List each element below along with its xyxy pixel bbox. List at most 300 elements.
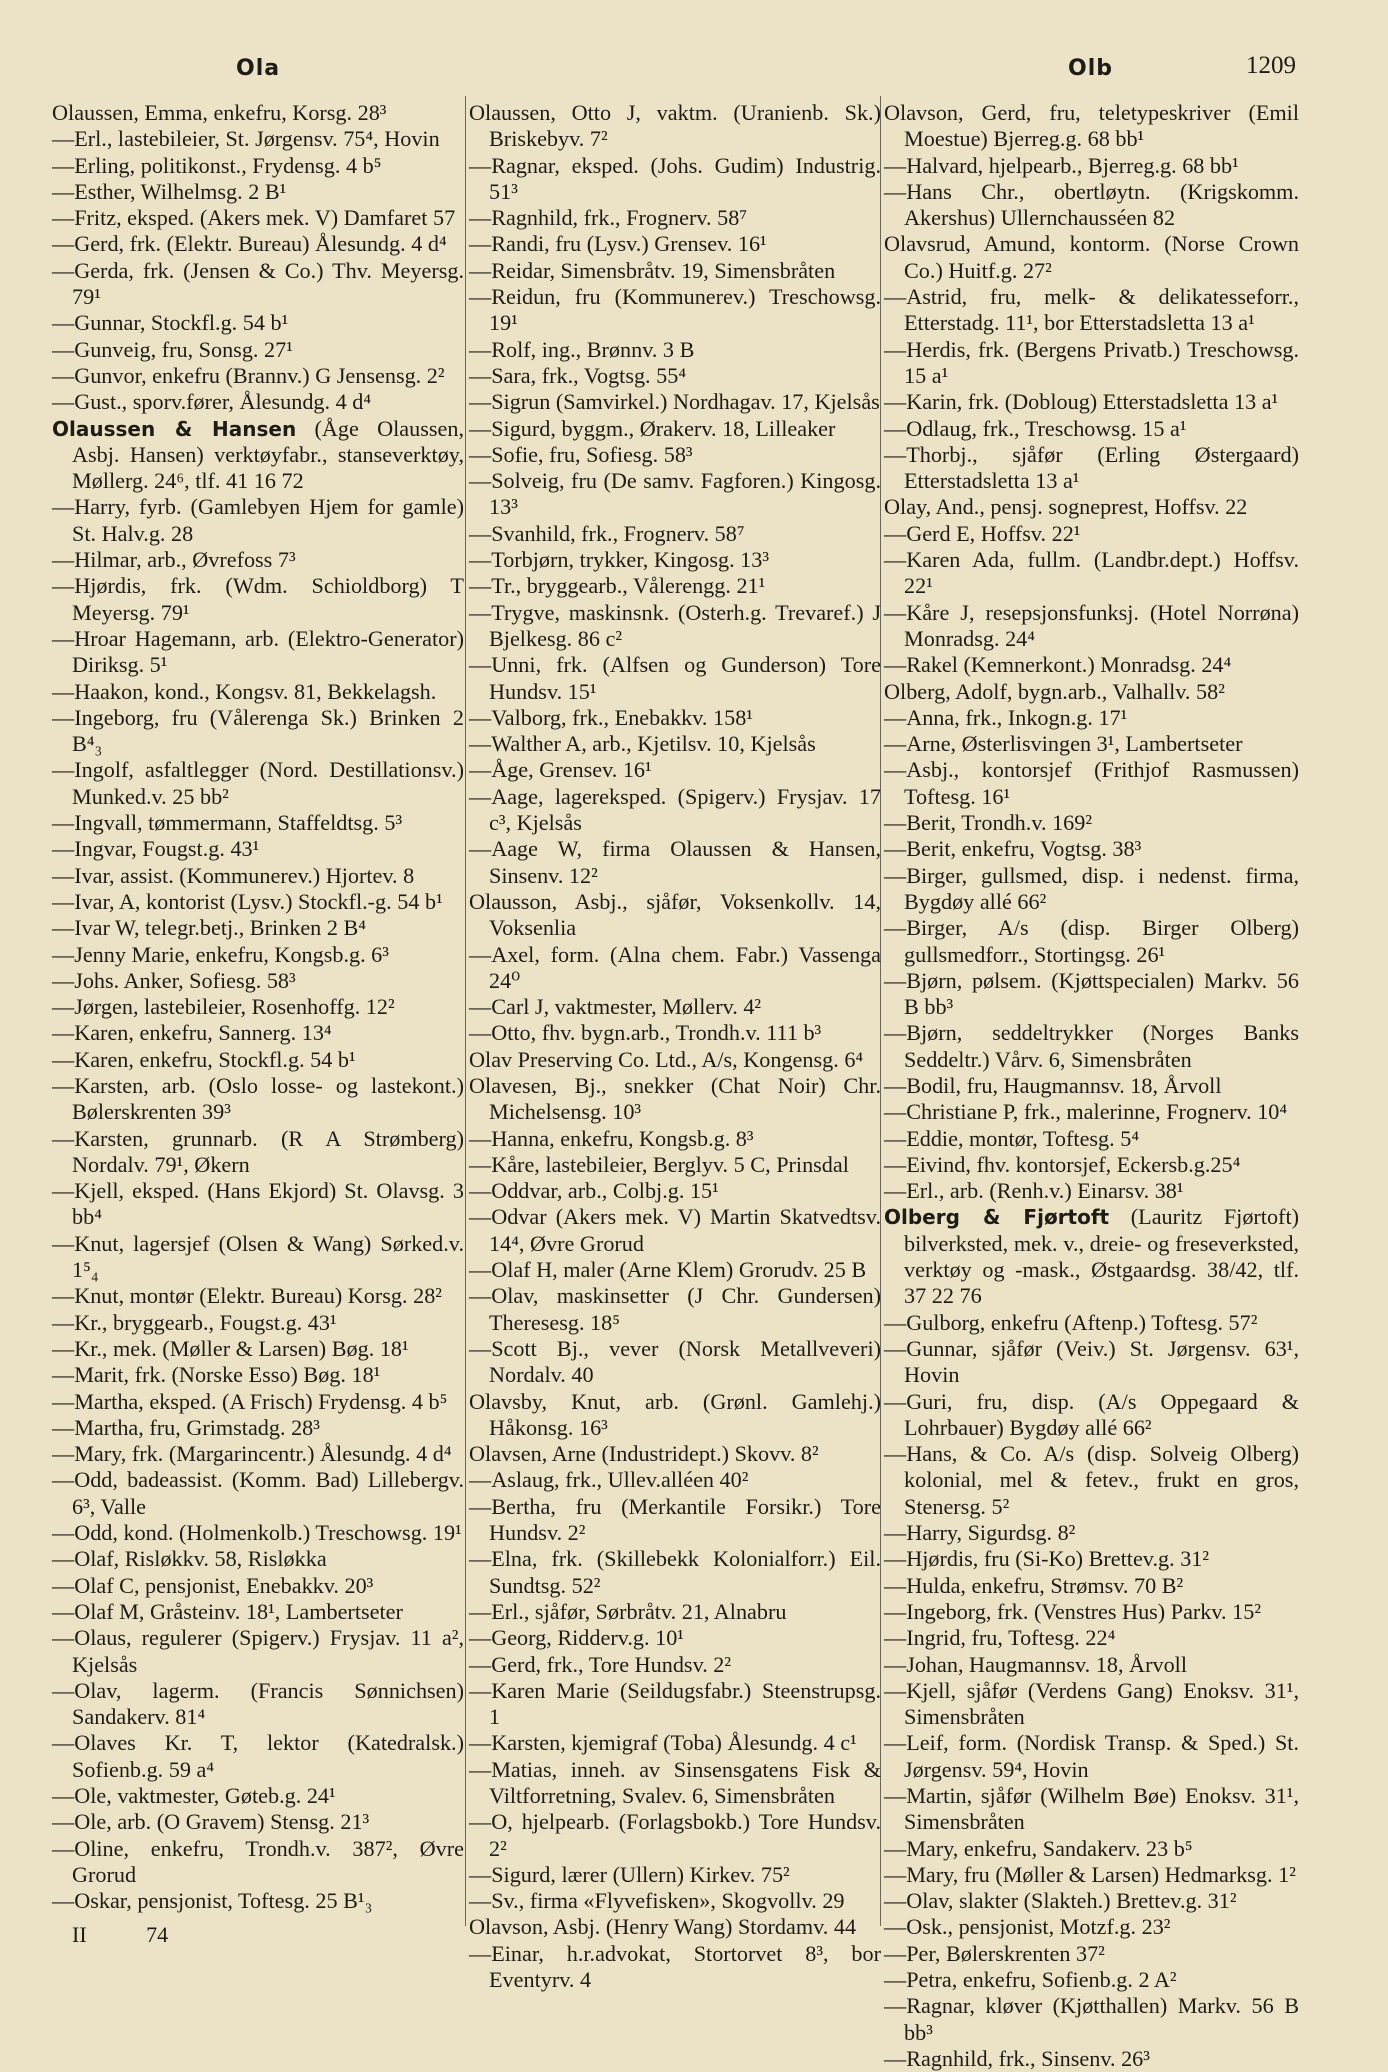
- entry-text: —Thorbj., sjåfør (Erling Østergaard) Etterstadsletta 13 a¹: [884, 441, 1299, 494]
- directory-entry: [52, 1020, 464, 1046]
- directory-entry: [52, 1467, 464, 1520]
- directory-entry: [884, 679, 1299, 705]
- directory-entry: [469, 1625, 881, 1651]
- directory-entry: [469, 889, 881, 942]
- entry-text: —Bertha, fru (Merkantile Forsikr.) Tore Hundsv. 2²: [469, 1493, 881, 1546]
- directory-entry: [469, 1126, 881, 1152]
- entry-text: —Gunnar, sjåfør (Veiv.) St. Jørgensv. 63¹, Hovin: [884, 1335, 1299, 1388]
- entry-text: —Olav, lagerm. (Francis Sønnichsen) Sandakerv. 81⁴: [52, 1677, 464, 1730]
- entry-text: —Axel, form. (Alna chem. Fabr.) Vassenga 24⁰: [469, 941, 881, 993]
- entry-text: —Olav, maskinsetter (J Chr. Gundersen) Theresesg. 18⁵: [469, 1283, 881, 1335]
- directory-entry: [469, 1888, 881, 1914]
- entry-text: —Olaf M, Gråsteinv. 18¹, Lambertseter: [52, 1598, 403, 1624]
- directory-entry: [52, 258, 464, 311]
- directory-entry: [52, 1625, 464, 1678]
- entry-text: —Harry, fyrb. (Gamlebyen Hjem for gamle) St. Halv.g. 28: [52, 494, 464, 546]
- directory-entry: [469, 1336, 881, 1389]
- entry-text: —Ole, vaktmester, Gøteb.g. 24¹: [52, 1783, 336, 1808]
- entry-text: —Eddie, montør, Toftesg. 5⁴: [884, 1125, 1140, 1151]
- directory-entry: [52, 337, 464, 363]
- directory-entry: [469, 652, 881, 705]
- entry-text: —Berit, Trondh.v. 169²: [884, 810, 1093, 836]
- directory-entry: [52, 810, 464, 836]
- entry-text: —Christiane P, frk., malerinne, Frognerv. 10⁴: [884, 1099, 1288, 1125]
- entry-text: —Osk., pensjonist, Motzf.g. 23²: [884, 1914, 1171, 1940]
- directory-entry: [52, 205, 464, 231]
- entry-text: —Ragnhild, frk., Sinsenv. 26³: [884, 2045, 1150, 2071]
- entry-text: —Reidar, Simensbråtv. 19, Simensbråten: [469, 257, 836, 283]
- directory-entry: [884, 1099, 1299, 1125]
- entry-text: —Ivar, assist. (Kommunerev.) Hjortev. 8: [52, 862, 415, 888]
- directory-entry: [884, 1836, 1299, 1862]
- entry-text: —Ragnar, eksped. (Johs. Gudim) Industrig. 51³: [469, 152, 881, 204]
- entry-text: —Ivar, A, kontorist (Lysv.) Stockfl.-g. 54 b¹: [52, 888, 443, 914]
- entry-text: —Sara, frk., Vogtsg. 55⁴: [469, 362, 687, 388]
- entry-text: —Hulda, enkefru, Strømsv. 70 B²: [884, 1572, 1184, 1598]
- entry-text: —Ingrid, fru, Toftesg. 22⁴: [884, 1625, 1116, 1651]
- entry-text: —Haakon, kond., Kongsv. 81, Bekkelagsh.: [52, 678, 437, 704]
- entry-text: —Johs. Anker, Sofiesg. 58³: [52, 967, 296, 993]
- directory-entry: [469, 757, 881, 783]
- directory-entry: [469, 1652, 881, 1678]
- entry-text: —Karen, enkefru, Sannerg. 13⁴: [52, 1020, 332, 1046]
- entry-text: —Elna, frk. (Skillebekk Kolonialforr.) Eil. Sundtsg. 52²: [469, 1546, 881, 1598]
- directory-entry: [469, 1178, 881, 1204]
- entry-text: —Bjørn, pølsem. (Kjøttspecialen) Markv. 56 B bb³: [884, 967, 1299, 1020]
- directory-entry: [469, 153, 881, 206]
- directory-entry: [469, 416, 881, 442]
- entry-text: —Karen Ada, fullm. (Landbr.dept.) Hoffsv. 22¹: [884, 547, 1299, 599]
- directory-entry: [884, 652, 1299, 678]
- directory-entry: [884, 1941, 1299, 1967]
- directory-entry: [469, 1283, 881, 1336]
- page-number: 1209: [1246, 52, 1296, 79]
- directory-entry: [52, 626, 464, 679]
- entry-text: —Carl J, vaktmester, Møllerv. 4²: [469, 994, 762, 1020]
- entry-text: —Ivar W, telegr.betj., Brinken 2 B⁴: [52, 915, 366, 941]
- entry-text: —Fritz, eksped. (Akers mek. V) Damfaret 57: [52, 205, 456, 231]
- directory-entry: [52, 1836, 464, 1889]
- directory-entry: [52, 1362, 464, 1388]
- entry-text: —Hjørdis, frk. (Wdm. Schioldborg) T Meyersg. 79¹: [52, 573, 464, 625]
- directory-entry: [884, 1599, 1299, 1625]
- directory-entry: [469, 1020, 881, 1046]
- directory-entry: [884, 547, 1299, 600]
- directory-entry: [884, 1152, 1299, 1178]
- entry-text: —Otto, fhv. bygn.arb., Trondh.v. 111 b³: [469, 1020, 822, 1046]
- entry-text: —Karen, enkefru, Stockfl.g. 54 b¹: [52, 1046, 356, 1072]
- directory-entry: [469, 100, 881, 153]
- entry-text: —Olaves Kr. T, lektor (Katedralsk.) Sofienb.g. 59 a⁴: [52, 1730, 464, 1782]
- directory-entry: [52, 389, 464, 415]
- directory-entry: [469, 468, 881, 521]
- entry-text: —Ingeborg, fru (Vålerenga Sk.) Brinken 2 B⁴₃: [52, 704, 464, 757]
- entry-text: —Gunvor, enkefru (Brannv.) G Jensensg. 2²: [52, 362, 445, 388]
- directory-entry: [884, 1520, 1299, 1546]
- entry-text: —Esther, Wilhelmsg. 2 B¹: [52, 178, 287, 204]
- directory-entry: [884, 442, 1299, 495]
- entry-text: —Odd, kond. (Holmenkolb.) Treschowsg. 19¹: [52, 1520, 462, 1546]
- directory-entry: [52, 547, 464, 573]
- directory-entry: [469, 205, 881, 231]
- directory-entry: [884, 757, 1299, 810]
- entry-text: —Marit, frk. (Norske Esso) Bøg. 18¹: [52, 1362, 381, 1388]
- entry-text: —Oline, enkefru, Trondh.v. 387², Øvre Grorud: [52, 1835, 464, 1887]
- entry-text: —Hroar Hagemann, arb. (Elektro-Generator) Diriksg. 5¹: [52, 625, 464, 678]
- entry-text: —Reidun, fru (Kommunerev.) Treschowsg. 19¹: [469, 284, 881, 336]
- directory-entry: [884, 494, 1299, 520]
- directory-entry: [52, 994, 464, 1020]
- directory-entry: [52, 1415, 464, 1441]
- entry-text: Olavesen, Bj., snekker (Chat Noir) Chr. Michelsensg. 10³: [469, 1072, 881, 1125]
- directory-entry: [469, 1809, 881, 1862]
- directory-entry: [52, 1520, 464, 1546]
- entry-text: —Valborg, frk., Enebakkv. 158¹: [469, 704, 753, 730]
- directory-entry: [884, 1441, 1299, 1520]
- entry-text: —Halvard, hjelpearb., Bjerreg.g. 68 bb¹: [884, 152, 1239, 178]
- directory-entry: [469, 1757, 881, 1810]
- entry-text: (Lauritz Fjørtoft) bilverksted, mek. v., dreie- og freseverksted, verktøy og -mask., Østgaardsg. 38/42, tlf. 37 22 76: [904, 1204, 1300, 1309]
- directory-entry: [469, 1599, 881, 1625]
- directory-entry: [884, 416, 1299, 442]
- entry-text: —Oskar, pensjonist, Toftesg. 25 B¹₃: [52, 1888, 373, 1914]
- entry-text: —Gunveig, fru, Sonsg. 27¹: [52, 336, 293, 362]
- directory-entry: [884, 1546, 1299, 1572]
- entry-text: —Olaf, Risløkkv. 58, Risløkka: [52, 1546, 327, 1572]
- directory-entry: [884, 600, 1299, 653]
- directory-entry: [884, 1204, 1299, 1309]
- directory-entry: [469, 942, 881, 995]
- directory-entry: [469, 547, 881, 573]
- entry-text: Olaussen, Emma, enkefru, Korsg. 28³: [52, 100, 387, 125]
- directory-entry: [469, 994, 881, 1020]
- directory-entry: [52, 1888, 464, 1914]
- entry-text: —Leif, form. (Nordisk Transp. & Sped.) St. Jørgensv. 59⁴, Hovin: [884, 1730, 1299, 1782]
- entry-text: —Gerda, frk. (Jensen & Co.) Thv. Meyersg. 79¹: [52, 257, 464, 310]
- entry-text: —Gerd, frk., Tore Hundsv. 2²: [469, 1651, 732, 1677]
- entry-text: —Per, Bølerskrenten 37²: [884, 1940, 1105, 1966]
- entry-text: —Erl., sjåfør, Sørbråtv. 21, Alnabru: [469, 1598, 787, 1624]
- entry-text: Olausson, Asbj., sjåfør, Voksenkollv. 14, Voksenlia: [469, 888, 881, 941]
- entry-text: —Gulborg, enkefru (Aftenp.) Toftesg. 57²: [884, 1309, 1258, 1335]
- directory-entry: [884, 1888, 1299, 1914]
- directory-entry: [52, 1047, 464, 1073]
- directory-entry: [884, 1652, 1299, 1678]
- directory-entry: [884, 1625, 1299, 1651]
- entry-text: —Hans, & Co. A/s (disp. Solveig Olberg) kolonial, mel & fetev., frukt en gros, Stenersg. 5²: [884, 1441, 1299, 1519]
- entry-text: —Karin, frk. (Dobloug) Etterstadsletta 13 a¹: [884, 389, 1279, 415]
- entry-text: Olberg, Adolf, bygn.arb., Valhallv. 58²: [884, 678, 1225, 704]
- directory-entry: [52, 968, 464, 994]
- entry-text: Olav Preserving Co. Ltd., A/s, Kongensg. 6⁴: [469, 1046, 864, 1072]
- column-1: [52, 100, 464, 1914]
- directory-entry: [52, 573, 464, 626]
- directory-entry: [52, 942, 464, 968]
- entry-text: Olavson, Gerd, fru, teletypeskriver (Emil Moestue) Bjerreg.g. 68 bb¹: [884, 100, 1299, 152]
- directory-entry: [52, 863, 464, 889]
- directory-entry: [52, 231, 464, 257]
- directory-entry: [469, 1389, 881, 1442]
- directory-entry: [52, 836, 464, 862]
- entry-text: —Eivind, fhv. kontorsjef, Eckersb.g.25⁴: [884, 1151, 1241, 1177]
- entry-text: Olavsby, Knut, arb. (Grønl. Gamlehj.) Håkonsg. 16³: [469, 1388, 881, 1440]
- entry-text: —Sigrun (Samvirkel.) Nordhagav. 17, Kjelsås: [469, 389, 880, 415]
- directory-entry: [884, 1389, 1299, 1442]
- entry-text: —Mary, frk. (Margarincentr.) Ålesundg. 4 d⁴: [52, 1441, 452, 1467]
- entry-text: —Karen Marie (Seildugsfabr.) Steenstrupsg. 1: [469, 1677, 881, 1730]
- entry-text: —Berit, enkefru, Vogtsg. 38³: [884, 836, 1142, 862]
- entry-text: —Walther A, arb., Kjetilsv. 10, Kjelsås: [469, 731, 816, 757]
- entry-text: —Martha, fru, Grimstadg. 28³: [52, 1414, 320, 1440]
- directory-entry: [52, 705, 464, 758]
- directory-entry: [884, 1310, 1299, 1336]
- entry-text: —Torbjørn, trykker, Kingosg. 13³: [469, 547, 770, 573]
- directory-entry: [52, 100, 464, 126]
- entry-text: —Aslaug, frk., Ullev.alléen 40²: [469, 1467, 749, 1493]
- entry-text: —Åge, Grensev. 16¹: [469, 757, 652, 783]
- directory-entry: [884, 231, 1299, 284]
- directory-entry: [469, 1204, 881, 1257]
- directory-entry: [469, 1862, 881, 1888]
- entry-text: —Anna, frk., Inkogn.g. 17¹: [884, 704, 1128, 730]
- directory-entry: [469, 1914, 881, 1940]
- directory-entry: [52, 889, 464, 915]
- column-2: [469, 100, 881, 1993]
- entry-text: —Gust., sporv.fører, Ålesundg. 4 d⁴: [52, 389, 372, 415]
- directory-entry: [52, 363, 464, 389]
- directory-entry: [469, 231, 881, 257]
- entry-text: —Karsten, kjemigraf (Toba) Ålesundg. 4 c¹: [469, 1730, 857, 1756]
- entry-text: —Arne, Østerlisvingen 3¹, Lambertseter: [884, 731, 1243, 757]
- entry-text: —Aage W, firma Olaussen & Hansen, Sinsenv. 12²: [469, 836, 881, 888]
- directory-entry: [52, 1678, 464, 1731]
- directory-entry: [884, 1336, 1299, 1389]
- directory-entry: [52, 1599, 464, 1625]
- entry-text: —Ingvar, Fougst.g. 43¹: [52, 836, 260, 862]
- entry-text: —Ingolf, asfaltlegger (Nord. Destillationsv.) Munked.v. 25 bb²: [52, 757, 464, 809]
- directory-entry: [469, 1047, 881, 1073]
- directory-entry: [469, 1441, 881, 1467]
- entry-text: Olay, And., pensj. sogneprest, Hoffsv. 22: [884, 494, 1248, 520]
- directory-entry: [469, 1546, 881, 1599]
- entry-text: —Birger, A/s (disp. Birger Olberg) gullsmedforr., Stortingsg. 26¹: [884, 915, 1299, 967]
- directory-entry: [884, 1967, 1299, 1993]
- entry-text: Olavsrud, Amund, kontorm. (Norse Crown Co.) Huitf.g. 27²: [884, 231, 1299, 283]
- sheet-number: 74: [146, 1922, 169, 1947]
- right-running-head: Olb: [1068, 56, 1113, 81]
- entry-text: —Sofie, fru, Sofiesg. 58³: [469, 441, 693, 467]
- entry-text: —Rakel (Kemnerkont.) Monradsg. 24⁴: [884, 652, 1232, 678]
- entry-text: Olaussen, Otto J, vaktm. (Uranienb. Sk.) Briskebyv. 7²: [469, 100, 881, 152]
- directory-entry: [52, 1336, 464, 1362]
- entry-text: —Astrid, fru, melk- & delikatesseforr., Etterstadg. 11¹, bor Etterstadsletta 13 a¹: [884, 284, 1299, 336]
- directory-entry: [52, 1073, 464, 1126]
- page-footer: [72, 1922, 222, 1948]
- directory-entry: [52, 915, 464, 941]
- entry-text: —Herdis, frk. (Bergens Privatb.) Treschowsg. 15 a¹: [884, 336, 1299, 388]
- entry-text: —Martha, eksped. (A Frisch) Frydensg. 4 b⁵: [52, 1388, 448, 1414]
- directory-entry: [469, 442, 881, 468]
- directory-entry: [884, 731, 1299, 757]
- directory-entry: [469, 731, 881, 757]
- entry-text: —Odd, badeassist. (Komm. Bad) Lillebergv. 6³, Valle: [52, 1467, 464, 1519]
- entry-text: —Asbj., kontorsjef (Frithjof Rasmussen) Toftesg. 16¹: [884, 757, 1299, 809]
- directory-entry: [884, 521, 1299, 547]
- entry-text: Olavsen, Arne (Industridept.) Skovv. 8²: [469, 1441, 819, 1467]
- directory-entry: [469, 521, 881, 547]
- directory-entry: [52, 1231, 464, 1284]
- directory-entry: [469, 337, 881, 363]
- entry-text: —Kåre, lastebileier, Berglyv. 5 C, Prinsdal: [469, 1151, 849, 1177]
- entry-text: —Aage, lagereksped. (Spigerv.) Frysjav. 17 c³, Kjelsås: [469, 783, 881, 836]
- directory-entry: [884, 1073, 1299, 1099]
- directory-entry: [52, 679, 464, 705]
- directory-entry: [52, 1389, 464, 1415]
- directory-entry: [52, 1573, 464, 1599]
- signature-mark: II: [72, 1922, 87, 1947]
- directory-entry: [52, 1178, 464, 1231]
- entry-text: —Solveig, fru (De samv. Fagforen.) Kingosg. 13³: [469, 468, 881, 520]
- entry-text: —Scott Bj., vever (Norsk Metallveveri) Nordalv. 40: [469, 1335, 881, 1388]
- entry-text: —Kr., mek. (Møller & Larsen) Bøg. 18¹: [52, 1335, 409, 1361]
- entry-text: —Unni, frk. (Alfsen og Gunderson) Tore Hundsv. 15¹: [469, 652, 881, 704]
- directory-entry: [884, 153, 1299, 179]
- entry-text: —Randi, fru (Lysv.) Grensev. 16¹: [469, 231, 767, 257]
- directory-entry: [884, 1993, 1299, 2046]
- entry-text: —Guri, fru, disp. (A/s Oppegaard & Lohrbauer) Bygdøy allé 66²: [884, 1388, 1299, 1440]
- directory-entry: [52, 416, 464, 495]
- directory-entry: [469, 363, 881, 389]
- firm-name: Olberg & Fjørtoft: [884, 1205, 1110, 1230]
- column-3: [884, 100, 1299, 2072]
- directory-entry: [52, 1126, 464, 1179]
- directory-entry: [884, 863, 1299, 916]
- entry-text: —Sv., firma «Flyvefisken», Skogvollv. 29: [469, 1888, 845, 1914]
- entry-text: —Knut, montør (Elektr. Bureau) Korsg. 28²: [52, 1283, 442, 1309]
- directory-entry: [52, 126, 464, 152]
- directory-entry: [52, 1310, 464, 1336]
- entry-text: —Johan, Haugmannsv. 18, Årvoll: [884, 1651, 1187, 1677]
- directory-entry: [52, 1546, 464, 1572]
- directory-entry: [884, 915, 1299, 968]
- entry-text: —Kåre J, resepsjonsfunksj. (Hotel Norrøna) Monradsg. 24⁴: [884, 599, 1299, 651]
- entry-text: —Jenny Marie, enkefru, Kongsb.g. 6³: [52, 941, 389, 967]
- directory-entry: [884, 1862, 1299, 1888]
- entry-text: —Gunnar, Stockfl.g. 54 b¹: [52, 310, 289, 336]
- directory-entry: [52, 494, 464, 547]
- directory-entry: [884, 705, 1299, 731]
- entry-text: —Georg, Ridderv.g. 10¹: [469, 1625, 684, 1651]
- directory-entry: [52, 179, 464, 205]
- directory-entry: [884, 1573, 1299, 1599]
- entry-text: —Olaf H, maler (Arne Klem) Grorudv. 25 B: [469, 1257, 867, 1283]
- entry-text: —Erl., arb. (Renh.v.) Einarsv. 38¹: [884, 1178, 1184, 1204]
- entry-text: —Bodil, fru, Haugmannsv. 18, Årvoll: [884, 1072, 1222, 1098]
- directory-entry: [469, 1073, 881, 1126]
- entry-text: —Tr., bryggearb., Vålerengg. 21¹: [469, 573, 766, 599]
- directory-entry: [52, 310, 464, 336]
- entry-text: —Hanna, enkefru, Kongsb.g. 8³: [469, 1125, 754, 1151]
- directory-entry: [52, 1809, 464, 1835]
- directory-entry: [884, 1730, 1299, 1783]
- entry-text: —Ragnhild, frk., Frognerv. 58⁷: [469, 205, 748, 231]
- directory-entry: [469, 784, 881, 837]
- entry-text: —Ragnar, kløver (Kjøtthallen) Markv. 56 B bb³: [884, 1993, 1299, 2045]
- entry-text: —Hjørdis, fru (Si-Ko) Brettev.g. 31²: [884, 1546, 1210, 1572]
- directory-entry: [469, 573, 881, 599]
- directory-entry: [52, 1783, 464, 1809]
- directory-entry: [52, 1730, 464, 1783]
- directory-entry: [884, 1020, 1299, 1073]
- directory-entry: [469, 1678, 881, 1731]
- entry-text: —Birger, gullsmed, disp. i nedenst. firma, Bygdøy allé 66²: [884, 862, 1299, 914]
- entry-text: —Hilmar, arb., Øvrefoss 7³: [52, 547, 296, 573]
- entry-text: —Erling, politikonst., Frydensg. 4 b⁵: [52, 152, 382, 178]
- entry-text: —Harry, Sigurdsg. 8²: [884, 1520, 1076, 1546]
- entry-text: —Karsten, arb. (Oslo losse- og lastekont.) Bølerskrenten 39³: [52, 1072, 464, 1125]
- directory-entry: [884, 100, 1299, 153]
- directory-entry: [884, 1678, 1299, 1731]
- directory-entry: [884, 1914, 1299, 1940]
- directory-entry: [884, 968, 1299, 1021]
- entry-text: —Ingvall, tømmermann, Staffeldtsg. 5³: [52, 810, 403, 836]
- entry-text: Olavson, Asbj. (Henry Wang) Stordamv. 44: [469, 1914, 857, 1940]
- entry-text: —Ingeborg, frk. (Venstres Hus) Parkv. 15²: [884, 1598, 1261, 1624]
- entry-text: —Petra, enkefru, Sofienb.g. 2 A²: [884, 1967, 1177, 1993]
- entry-text: —Rolf, ing., Brønnv. 3 B: [469, 336, 695, 362]
- entry-text: —Sigurd, lærer (Ullern) Kirkev. 75²: [469, 1861, 790, 1887]
- entry-text: —Oddvar, arb., Colbj.g. 15¹: [469, 1178, 719, 1204]
- entry-text: —Gerd, frk. (Elektr. Bureau) Ålesundg. 4 d⁴: [52, 231, 447, 257]
- entry-text: —Knut, lagersjef (Olsen & Wang) Sørked.v. 1⁵₄: [52, 1230, 464, 1283]
- column-rule: [465, 96, 466, 1926]
- directory-entry: [469, 1257, 881, 1283]
- entry-text: (Åge Olaussen, Asbj. Hansen) verktøyfabr., stanseverktøy, Møllerg. 24⁶, tlf. 41 16 72: [72, 415, 464, 494]
- directory-entry: [469, 836, 881, 889]
- directory-entry: [884, 1783, 1299, 1836]
- directory-entry: [52, 1441, 464, 1467]
- directory-entry: [469, 1494, 881, 1547]
- entry-text: —Martin, sjåfør (Wilhelm Bøe) Enoksv. 31¹, Simensbråten: [884, 1783, 1299, 1835]
- entry-text: —Sigurd, byggm., Ørakerv. 18, Lilleaker: [469, 415, 836, 441]
- directory-entry: [884, 179, 1299, 232]
- entry-text: —Olaus, regulerer (Spigerv.) Frysjav. 11 a², Kjelsås: [52, 1625, 464, 1677]
- directory-entry: [884, 810, 1299, 836]
- directory-entry: [884, 389, 1299, 415]
- directory-entry: [469, 1730, 881, 1756]
- directory-entry: [52, 1283, 464, 1309]
- entry-text: —Ole, arb. (O Gravem) Stensg. 21³: [52, 1809, 370, 1835]
- entry-text: —O, hjelpearb. (Forlagsbokb.) Tore Hundsv. 2²: [469, 1809, 881, 1861]
- entry-text: —Bjørn, seddeltrykker (Norges Banks Seddeltr.) Vårv. 6, Simensbråten: [884, 1020, 1299, 1072]
- directory-entry: [52, 757, 464, 810]
- directory-entry: [52, 153, 464, 179]
- directory-entry: [884, 836, 1299, 862]
- entry-text: —Mary, fru (Møller & Larsen) Hedmarksg. 1²: [884, 1861, 1296, 1887]
- entry-text: —Erl., lastebileier, St. Jørgensv. 75⁴, Hovin: [52, 126, 440, 152]
- entry-text: —Olav, slakter (Slakteh.) Brettev.g. 31²: [884, 1888, 1237, 1914]
- entry-text: —Kr., bryggearb., Fougst.g. 43¹: [52, 1309, 337, 1335]
- directory-entry: [884, 2046, 1299, 2072]
- entry-text: —Einar, h.r.advokat, Stortorvet 8³, bor Eventyrv. 4: [469, 1940, 881, 1993]
- directory-entry: [469, 600, 881, 653]
- entry-text: —Olaf C, pensjonist, Enebakkv. 20³: [52, 1572, 374, 1598]
- entry-text: —Kjell, eksped. (Hans Ekjord) St. Olavsg. 3 bb⁴: [52, 1178, 464, 1230]
- firm-name: Olaussen & Hansen: [52, 416, 297, 441]
- directory-entry: [469, 284, 881, 337]
- entry-text: —Hans Chr., obertløytn. (Krigskomm. Akershus) Ullernchausséen 82: [884, 178, 1299, 231]
- entry-text: —Jørgen, lastebileier, Rosenhoffg. 12²: [52, 994, 395, 1020]
